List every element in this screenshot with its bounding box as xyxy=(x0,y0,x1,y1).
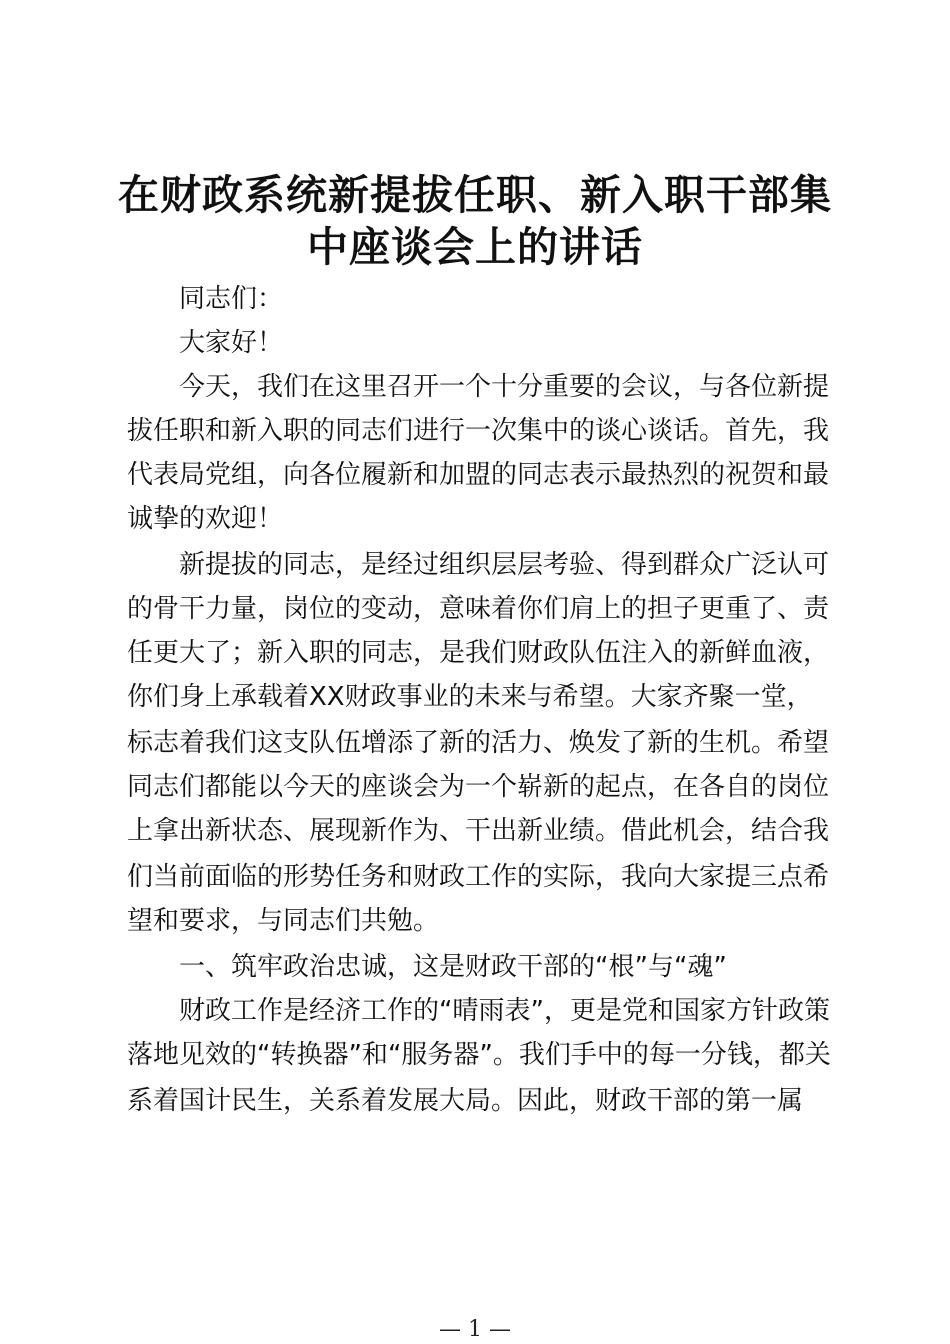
paragraph-2-line-3: 任更大了；新入职的同志，是我们财政队伍注入的新鲜血液， xyxy=(127,638,830,668)
paragraph-1-line-3: 代表局党组，向各位履新和加盟的同志表示最热烈的祝贺和最 xyxy=(127,460,830,490)
paragraph-3-line-2: 落地见效的“转换器”和“服务器”。我们手中的每一分钱，都关 xyxy=(127,1040,831,1070)
paragraph-3-line-1: 财政工作是经济工作的“晴雨表”，更是党和国家方针政策 xyxy=(179,996,830,1026)
salutation: 同志们： xyxy=(179,284,284,314)
paragraph-2-line-4: 你们身上承载着XX财政事业的未来与希望。大家齐聚一堂， xyxy=(127,682,813,712)
paragraph-2-line-2: 的骨干力量，岗位的变动，意味着你们肩上的担子更重了、责 xyxy=(127,594,830,624)
page-number: — 1 — xyxy=(439,1317,511,1342)
paragraph-2-line-1: 新提拔的同志，是经过组织层层考验、得到群众广泛认可 xyxy=(179,550,830,580)
document-title-line-1: 在财政系统新提拔任职、新入职干部集 xyxy=(118,171,832,219)
section-heading-1: 一、筑牢政治忠诚，这是财政干部的“根”与“魂” xyxy=(179,952,727,982)
greeting: 大家好！ xyxy=(179,328,284,358)
document-title-line-2: 中座谈会上的讲话 xyxy=(307,223,643,271)
paragraph-1-line-1: 今天，我们在这里召开一个十分重要的会议，与各位新提 xyxy=(179,372,830,402)
paragraph-2-line-8: 们当前面临的形势任务和财政工作的实际，我向大家提三点希 xyxy=(127,862,830,892)
paragraph-1-line-4: 诚挚的欢迎！ xyxy=(127,504,284,534)
paragraph-2-line-7: 上拿出新状态、展现新作为、干出新业绩。借此机会，结合我 xyxy=(127,816,830,846)
paragraph-2-line-9: 望和要求，与同志们共勉。 xyxy=(127,906,440,936)
paragraph-1-line-2: 拔任职和新入职的同志们进行一次集中的谈心谈话。首先，我 xyxy=(127,416,830,446)
paragraph-2-line-5: 标志着我们这支队伍增添了新的活力、焕发了新的生机。希望 xyxy=(127,728,830,758)
paragraph-3-line-3: 系着国计民生，关系着发展大局。因此，财政干部的第一属 xyxy=(127,1086,804,1116)
paragraph-2-line-6: 同志们都能以今天的座谈会为一个崭新的起点，在各自的岗位 xyxy=(127,772,830,802)
